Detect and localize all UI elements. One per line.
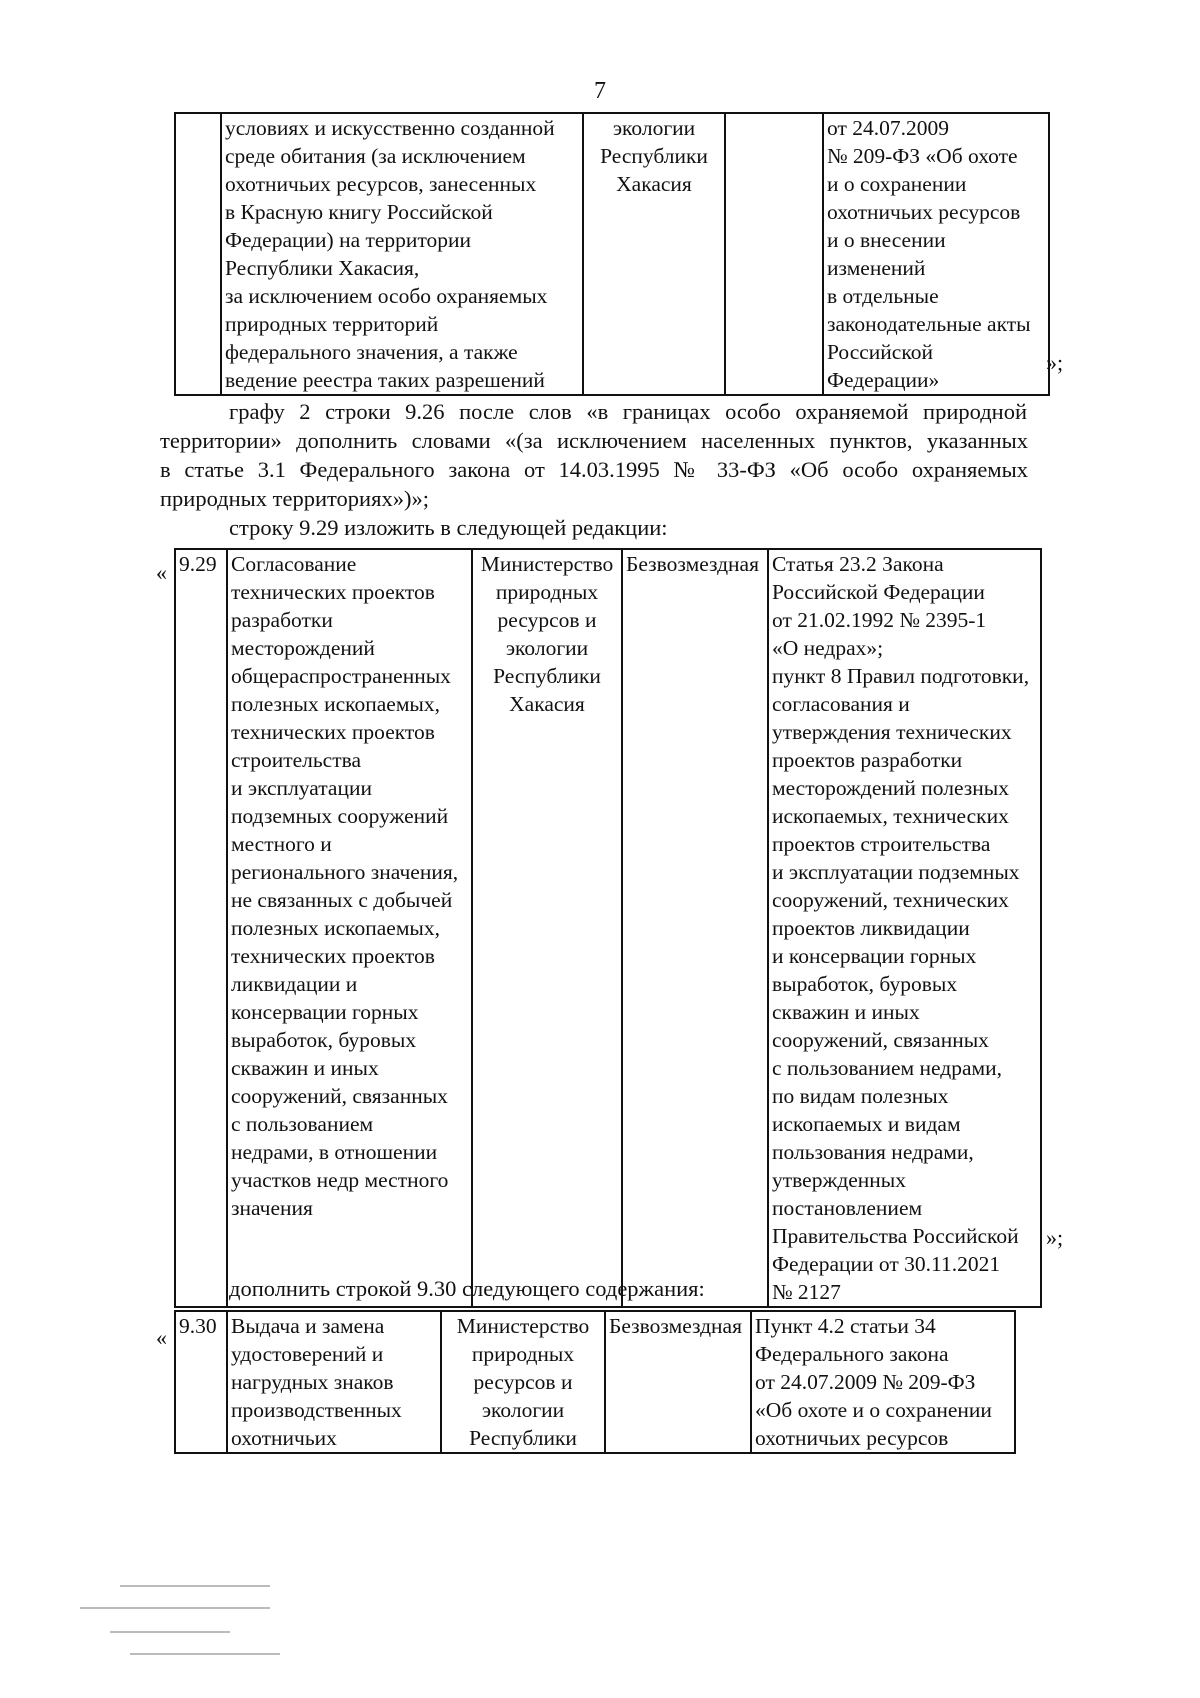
cell-number: 9.29 — [175, 549, 227, 1307]
opening-quote: « — [156, 560, 167, 585]
paragraph-instruction: дополнить строкой 9.30 следующего содержания: — [229, 1276, 705, 1301]
cell-service-name: Выдача и замена удостоверений и нагрудных знаков производственных охотничьих — [227, 1311, 441, 1453]
cell-number: 9.30 — [175, 1311, 227, 1453]
stamp-mark — [80, 1575, 300, 1665]
cell-agency: Министерство природных ресурсов и экологии Республики Хакасия — [472, 549, 622, 1307]
paragraph-line: территории» дополнить словами «(за исключением населенных пунктов, указанных — [160, 428, 1028, 453]
table-row — [175, 549, 1041, 1307]
cell-legal-basis: от 24.07.2009 № 209-ФЗ «Об охоте и о сохранении охотничьих ресурсов и о внесении изменений в отдельные законодательные акты Российской Федерации» — [823, 113, 1049, 395]
cell-fee — [725, 113, 823, 395]
cell-agency: экологии Республики Хакасия — [583, 113, 725, 395]
table-row-9-29 — [174, 548, 1042, 1308]
cell-number — [175, 113, 221, 395]
closing-quote: »; — [1046, 350, 1064, 375]
table-row — [175, 1311, 1015, 1453]
page-number: 7 — [594, 78, 606, 104]
table-row-9-30 — [174, 1310, 1016, 1454]
opening-quote: « — [156, 1325, 167, 1350]
table-continuation — [174, 112, 1050, 396]
paragraph-instruction: строку 9.29 изложить в следующей редакции: — [229, 515, 668, 540]
cell-service-name: Согласование технических проектов разработки месторождений общераспространенных полезных ископаемых, технических проектов строительства и эксплуатации подземных сооружений местного и регионального значения, не связанных с добычей полезных ископаемых, технических проектов ликвидации и консервации горных выработок, буровых скважин и иных сооружений, связанных с пользованием недрами, в отношении участков недр местного значения — [227, 549, 472, 1307]
paragraph-line: природных территориях»)»; — [160, 486, 429, 511]
cell-legal-basis: Пункт 4.2 статьи 34 Федерального закона от 24.07.2009 № 209-ФЗ «Об охоте и о сохранении охотничьих ресурсов — [751, 1311, 1015, 1453]
paragraph-line: графу 2 строки 9.26 после слов «в границах особо охраняемой природной — [229, 399, 1027, 424]
cell-fee: Безвозмездная — [605, 1311, 751, 1453]
paragraph-line: в статье 3.1 Федерального закона от 14.03.1995 № 33-ФЗ «Об особо охраняемых — [160, 457, 1028, 482]
cell-fee: Безвозмездная — [622, 549, 768, 1307]
closing-quote: »; — [1046, 1225, 1064, 1250]
cell-legal-basis: Статья 23.2 Закона Российской Федерации от 21.02.1992 № 2395-1 «О недрах»; пункт 8 Правил подготовки, согласования и утверждения технических проектов разработки месторождений полезных ископаемых, технических проектов строительства и эксплуатации подземных сооружений, технических проектов ликвидации и консервации горных выработок, буровых скважин и иных сооружений, связанных с пользованием недрами, по видам полезных ископаемых и видам пользования недрами, утвержденных постановлением Правительства Российской Федерации от 30.11.2021 № 2127 — [768, 549, 1041, 1307]
cell-service-name: условиях и искусственно созданной среде обитания (за исключением охотничьих ресурсов, занесенных в Красную книгу Российской Федерации) на территории Республики Хакасия, за исключением особо охраняемых природных территорий федерального значения, а также ведение реестра таких разрешений — [221, 113, 583, 395]
table-row — [175, 113, 1049, 395]
cell-agency: Министерство природных ресурсов и экологии Республики — [441, 1311, 605, 1453]
